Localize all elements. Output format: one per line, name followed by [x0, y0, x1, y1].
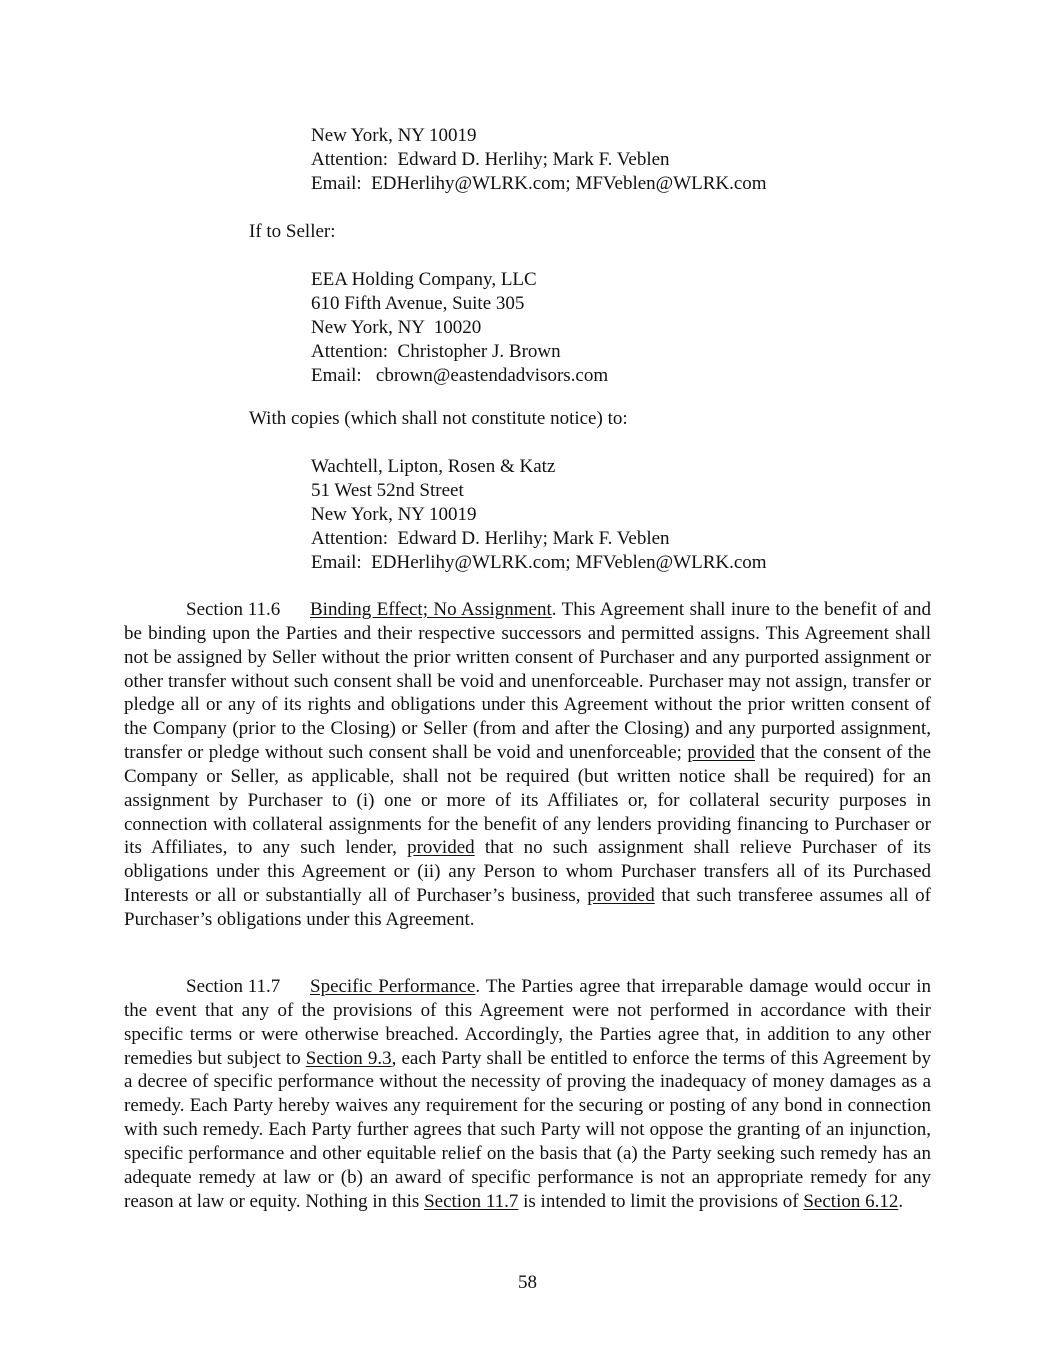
attention-line: Attention: Edward D. Herlihy; Mark F. Veblen — [311, 149, 670, 170]
section-text: , each Party shall be entitled to enforce the terms of this Agreement by a decree of specific performance without the necessity of proving the inadequacy of money damages as a remedy. Each Party hereby waives any requirement for the securing or posting of any bond in connection with such remedy. Each Party further agrees that such Party will not oppose the granting of an injunction, specific performance and other equitable relief on the basis that (a) the Party seeking such remedy has an adequate remedy at law or (b) an award of specific performance is not an appropriate remedy for any reason at law or equity. Nothing in this — [124, 1047, 931, 1212]
page-number: 58 — [518, 1272, 537, 1293]
seller-notice-label: If to Seller: — [249, 221, 336, 242]
attention-line: Attention: Edward D. Herlihy; Mark F. Veblen — [311, 528, 670, 549]
section-text: that the consent of the Company or Seller, as applicable, shall not be required (but written notice shall be required) for an assignment by Purchaser to (i) one or more of its Affiliates or, for collateral security purposes in connection with collateral assignments for the benefit of any lenders providing financing to Purchaser or its Affiliates, to any such lender, — [124, 742, 931, 859]
section-paragraph — [124, 975, 931, 1213]
company-name-line: EEA Holding Company, LLC — [311, 269, 537, 290]
section-number: Section 11.6 — [186, 599, 281, 620]
provided-term: provided — [687, 742, 755, 764]
section-reference: Section 11.7 — [424, 1190, 519, 1212]
street-line: 610 Fifth Avenue, Suite 305 — [311, 293, 525, 314]
section-reference: Section 6.12 — [803, 1190, 899, 1212]
section-text: that no such assignment shall relieve Purchaser of its obligations under this Agreement or (ii) any Person to whom Purchaser transfers all of its Purchased Interests or all or substantially all of Purchaser’s business, — [124, 837, 931, 907]
street-line: 51 West 52nd Street — [311, 480, 464, 501]
section-11-6 — [124, 598, 931, 932]
section-title: Binding Effect; No Assignment — [310, 599, 552, 620]
provided-term: provided — [407, 837, 475, 859]
email-line: Email: cbrown@eastendadvisors.com — [311, 365, 609, 386]
section-text: . — [898, 1190, 904, 1212]
section-text: . This Agreement shall inure to the benefit of and be binding upon the Parties and their respective successors and permitted assigns. This Agreement shall not be assigned by Seller without the prior written consent of Purchaser and any purported assignment or other transfer without such consent shall be void and unenforceable. Purchaser may not assign, transfer or pledge all or any of its rights and obligations under this Agreement without the prior written consent of the Company (prior to the Closing) or Seller (from and after the Closing) and any purported assignment, transfer or pledge without such consent shall be void and unenforceable; — [124, 599, 931, 764]
section-title: Specific Performance — [310, 976, 476, 997]
section-text: . The Parties agree that irreparable damage would occur in the event that any of the provisions of this Agreement were not performed in accordance with their specific terms or were otherwise breached. Accordingly, the Parties agree that, in addition to any other remedies but subject to — [124, 976, 931, 1069]
city-line: New York, NY 10019 — [311, 504, 477, 525]
provided-term: provided — [587, 885, 655, 907]
email-line: Email: EDHerlihy@WLRK.com; MFVeblen@WLRK.com — [311, 173, 767, 194]
address-line: New York, NY 10019 — [311, 125, 477, 146]
email-line: Email: EDHerlihy@WLRK.com; MFVeblen@WLRK.com — [311, 552, 767, 573]
purchaser-copy-address-tail — [311, 124, 767, 196]
section-text: that such transferee assumes all of Purchaser’s obligations under this Agreement. — [124, 885, 931, 930]
firm-name-line: Wachtell, Lipton, Rosen & Katz — [311, 456, 556, 477]
copies-notice-label: With copies (which shall not constitute notice) to: — [249, 408, 628, 429]
city-line: New York, NY 10020 — [311, 317, 482, 338]
attention-line: Attention: Christopher J. Brown — [311, 341, 561, 362]
section-paragraph — [124, 598, 931, 932]
copies-address — [311, 455, 767, 575]
section-reference: Section 9.3 — [305, 1047, 392, 1069]
section-number: Section 11.7 — [186, 976, 281, 997]
seller-address — [311, 268, 608, 388]
section-text: is intended to limit the provisions of — [518, 1190, 804, 1212]
section-11-7 — [124, 975, 931, 1213]
